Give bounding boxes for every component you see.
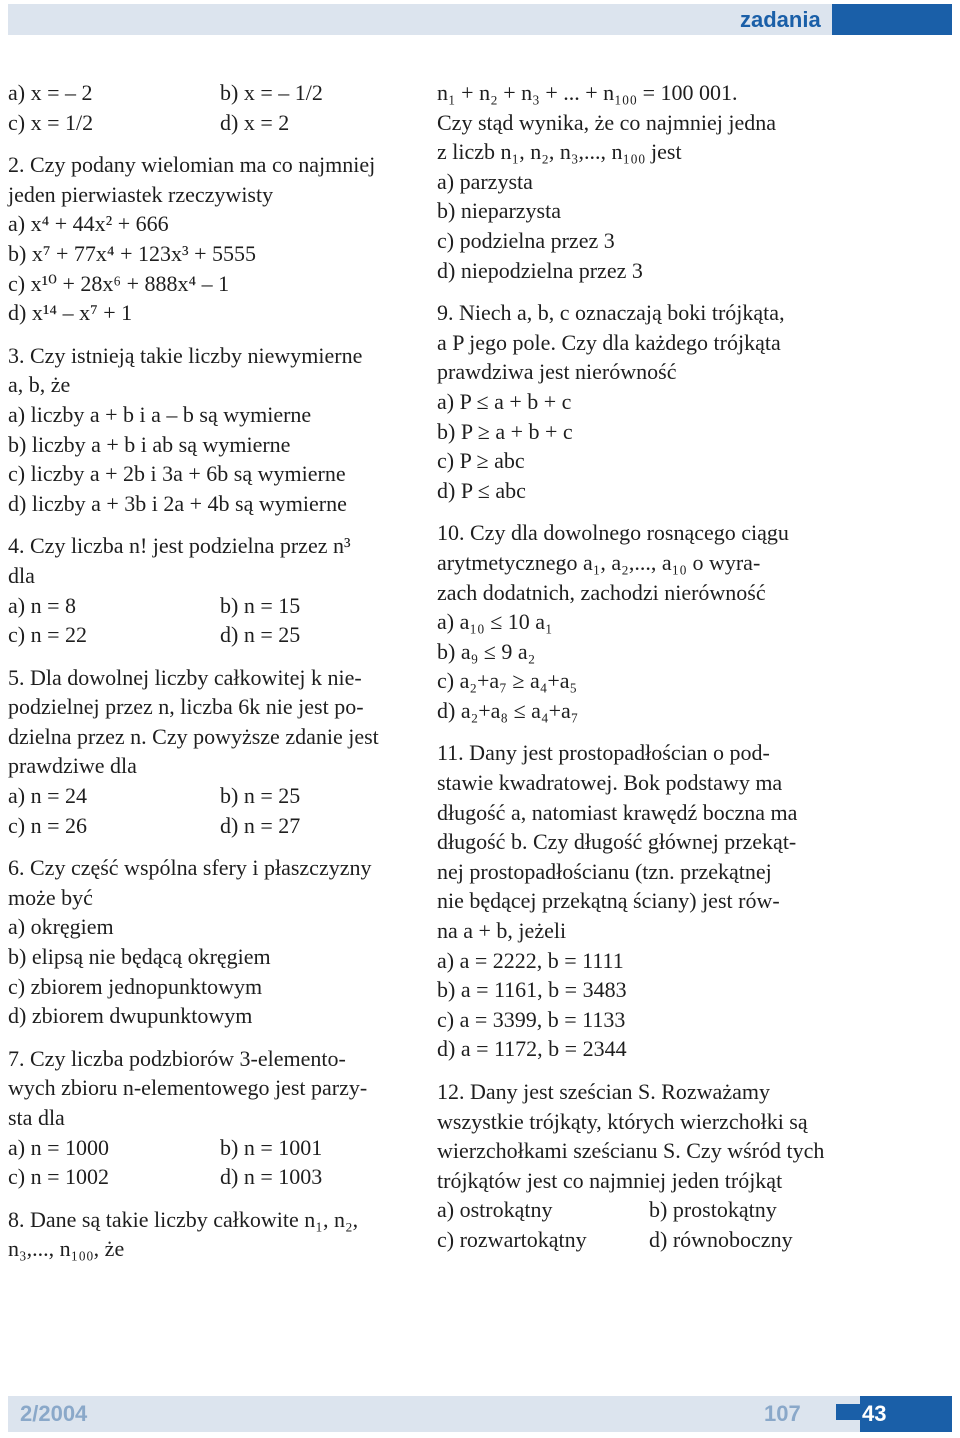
text-line: 2. Czy podany wielomian ma co najmniej <box>8 152 376 178</box>
answer-pair-line <box>8 811 408 841</box>
text-line: trójkątów jest co najmniej jeden trójkąt <box>437 1167 783 1193</box>
text-line: d) zbiorem dwupunktowym <box>8 1003 253 1029</box>
paragraph-gap <box>437 505 837 518</box>
answer-option: d) n = 27 <box>220 812 301 838</box>
text-line: 6. Czy część wspólna sfery i płaszczyzny <box>8 855 372 881</box>
text-line: c) a = 3399, b = 1133 <box>437 1006 626 1032</box>
text-line: d) x¹⁴ – x⁷ + 1 <box>8 300 133 326</box>
text-line: d) liczby a + 3b i 2a + 4b są wymierne <box>8 490 347 516</box>
text-line: nie będącej przekątną ściany) jest rów- <box>437 888 780 914</box>
footer-band <box>8 1396 952 1432</box>
text-line: n₃,..., n₁₀₀, że <box>8 1236 125 1262</box>
text-line: dla <box>8 562 35 588</box>
text-line: arytmetycznego a₁, a₂,..., a₁₀ o wyra- <box>437 549 761 575</box>
text-line: a) liczby a + b i a – b są wymierne <box>8 401 312 427</box>
text-line: może być <box>8 884 93 910</box>
answer-option: b) n = 1001 <box>220 1134 323 1160</box>
right-column <box>437 78 837 1255</box>
section-title: zadania <box>740 7 821 32</box>
text-line: Czy stąd wynika, że co najmniej jedna <box>437 109 777 135</box>
text-line: a) a₁₀ ≤ 10 a₁ <box>437 609 553 635</box>
paragraph-gap <box>437 1064 837 1077</box>
answer-option: d) równoboczny <box>649 1226 793 1252</box>
text-line: 3. Czy istnieją takie liczby niewymierne <box>8 342 363 368</box>
answer-option: c) x = 1/2 <box>8 109 94 135</box>
text-line: 4. Czy liczba n! jest podzielna przez n³ <box>8 533 351 559</box>
text-line: 12. Dany jest sześcian S. Rozważamy <box>437 1079 770 1104</box>
text-line: wierzchołkami sześcianu S. Czy wśród tych <box>437 1138 825 1164</box>
text-line: prawdziwe dla <box>8 753 137 779</box>
text-line: dzielna przez n. Czy powyższe zdanie jest <box>8 723 379 749</box>
text-line: c) podzielna przez 3 <box>437 227 615 253</box>
answer-option: c) n = 22 <box>8 622 87 648</box>
answer-option: b) x = – 1/2 <box>220 80 323 105</box>
answer-option: a) x = – 2 <box>8 80 93 105</box>
text-line: 10. Czy dla dowolnego rosnącego ciągu <box>437 520 789 546</box>
paragraph-gap <box>8 650 408 663</box>
answer-option: b) n = 15 <box>220 592 301 618</box>
text-line: b) x⁷ + 77x⁴ + 123x³ + 5555 <box>8 240 256 266</box>
text-line: d) a₂+a₈ ≤ a₄+a₇ <box>437 697 579 723</box>
text-line: b) P ≥ a + b + c <box>437 418 573 444</box>
text-line: b) elipsą nie będącą okręgiem <box>8 944 271 970</box>
paragraph-gap <box>8 328 408 341</box>
answer-option: d) n = 25 <box>220 622 301 648</box>
text-line: b) a = 1161, b = 3483 <box>437 977 627 1003</box>
paragraph-gap <box>8 518 408 531</box>
text-line: a P jego pole. Czy dla każdego trójkąta <box>437 329 781 355</box>
text-line: wych zbioru n-elementowego jest parzy- <box>8 1075 368 1101</box>
text-line: 7. Czy liczba podzbiorów 3-elemento- <box>8 1045 346 1071</box>
text-line: c) x¹⁰ + 28x⁶ + 888x⁴ – 1 <box>8 270 230 296</box>
answer-option: b) prostokątny <box>649 1197 777 1223</box>
text-line: stawie kwadratowej. Bok podstawy ma <box>437 770 783 796</box>
text-line: b) a₉ ≤ 9 a₂ <box>437 638 536 664</box>
text-line: a) a = 2222, b = 1111 <box>437 947 624 973</box>
text-line: z liczb n₁, n₂, n₃,..., n₁₀₀ jest <box>437 139 682 165</box>
answer-option: a) n = 1000 <box>8 1134 109 1160</box>
paragraph-gap <box>8 137 408 150</box>
text-line: a) P ≤ a + b + c <box>437 388 572 414</box>
answer-pair-line <box>8 591 408 621</box>
paragraph-gap <box>437 725 837 738</box>
text-line: 11. Dany jest prostopadłościan o pod- <box>437 740 770 766</box>
answer-option: a) n = 24 <box>8 783 87 809</box>
answer-option: c) rozwartokątny <box>437 1226 587 1252</box>
text-line: d) P ≤ abc <box>437 477 526 503</box>
header-band <box>8 4 832 35</box>
text-line: c) P ≥ abc <box>437 448 525 474</box>
text-line: 8. Dane są takie liczby całkowite n₁, n₂, <box>8 1206 359 1232</box>
text-line: na a + b, jeżeli <box>437 918 567 944</box>
text-line: b) nieparzysta <box>437 198 561 224</box>
text-line: c) a₂+a₇ ≥ a₄+a₅ <box>437 668 578 694</box>
text-line: c) zbiorem jednopunktowym <box>8 973 263 999</box>
answer-option: c) n = 1002 <box>8 1164 109 1190</box>
answer-pair-line <box>437 1225 837 1255</box>
paragraph-gap <box>8 840 408 853</box>
paragraph-gap <box>8 1031 408 1044</box>
text-line: a) x⁴ + 44x² + 666 <box>8 211 169 237</box>
text-line: d) a = 1172, b = 2344 <box>437 1036 627 1062</box>
text-line: 9. Niech a, b, c oznaczają boki trójkąta, <box>437 300 785 326</box>
answer-pair-line <box>437 1195 837 1225</box>
text-line: n₁ + n₂ + n₃ + ... + n₁₀₀ = 100 001. <box>437 80 738 105</box>
text-line: d) niepodzielna przez 3 <box>437 257 643 283</box>
answer-pair-line <box>8 108 408 138</box>
text-line: a) okręgiem <box>8 914 114 940</box>
text-line: zach dodatnich, zachodzi nierówność <box>437 579 766 605</box>
text-line: a, b, że <box>8 372 71 398</box>
text-line: sta dla <box>8 1105 65 1130</box>
text-line: długość b. Czy długość głównej przekąt- <box>437 829 797 855</box>
answer-option: a) ostrokątny <box>437 1197 553 1223</box>
page-number-right: 43 <box>860 1396 952 1432</box>
answer-pair-line <box>8 1162 408 1192</box>
text-line: nej prostopadłościanu (tzn. przekątnej <box>437 858 772 884</box>
text-line: b) liczby a + b i ab są wymierne <box>8 431 291 457</box>
page-marker-icon <box>836 1404 860 1420</box>
answer-option: b) n = 25 <box>220 783 301 809</box>
header-accent-block <box>832 4 952 35</box>
answer-pair-line <box>8 78 408 108</box>
text-line: a) parzysta <box>437 168 533 194</box>
page-number-left: 107 <box>764 1401 801 1426</box>
answer-option: a) n = 8 <box>8 592 76 618</box>
paragraph-gap <box>437 285 837 298</box>
text-line: jeden pierwiastek rzeczywisty <box>8 181 274 207</box>
text-line: wszystkie trójkąty, których wierzchołki są <box>437 1108 808 1134</box>
text-line: 5. Dla dowolnej liczby całkowitej k nie- <box>8 664 362 690</box>
answer-pair-line <box>8 620 408 650</box>
answer-option: d) x = 2 <box>220 109 290 135</box>
issue-number: 2/2004 <box>20 1401 88 1426</box>
text-line: c) liczby a + 2b i 3a + 6b są wymierne <box>8 461 346 487</box>
text-line: podzielnej przez n, liczba 6k nie jest po- <box>8 694 364 720</box>
left-column <box>8 78 408 1264</box>
answer-option: d) n = 1003 <box>220 1164 323 1190</box>
text-line: prawdziwa jest nierówność <box>437 359 677 385</box>
text-line: długość a, natomiast krawędź boczna ma <box>437 799 798 825</box>
paragraph-gap <box>8 1192 408 1205</box>
answer-pair-line <box>8 1133 408 1163</box>
answer-pair-line <box>8 781 408 811</box>
answer-option: c) n = 26 <box>8 812 87 838</box>
